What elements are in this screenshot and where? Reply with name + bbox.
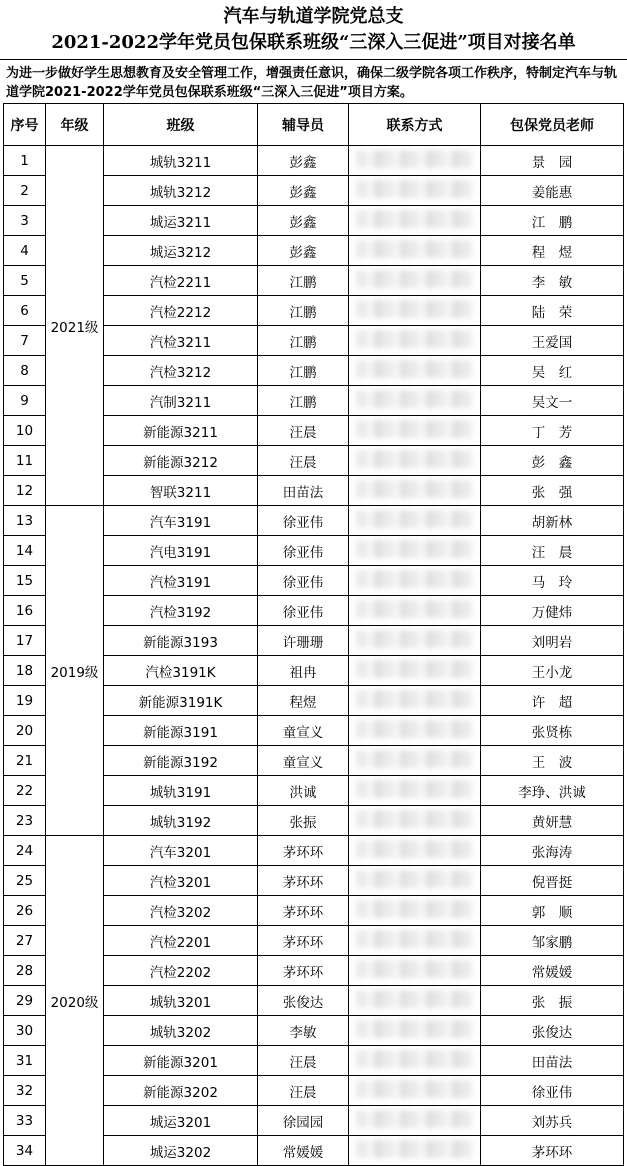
cell-index: 7	[4, 326, 46, 356]
cell-party-teacher: 陆 荣	[481, 296, 624, 326]
cell-index: 3	[4, 206, 46, 236]
cell-contact	[349, 746, 481, 776]
col-header-counselor: 辅导员	[258, 104, 349, 146]
cell-contact	[349, 656, 481, 686]
cell-index: 34	[4, 1136, 46, 1166]
cell-index: 26	[4, 896, 46, 926]
redacted-contact	[356, 180, 474, 198]
cell-index: 28	[4, 956, 46, 986]
cell-counselor: 茅环环	[258, 836, 349, 866]
cell-party-teacher: 丁 芳	[481, 416, 624, 446]
cell-party-teacher: 姜能惠	[481, 176, 624, 206]
cell-party-teacher: 常媛媛	[481, 956, 624, 986]
cell-contact	[349, 896, 481, 926]
cell-counselor: 童宣义	[258, 746, 349, 776]
cell-party-teacher: 田苗法	[481, 1046, 624, 1076]
redacted-contact	[356, 1020, 474, 1038]
cell-contact	[349, 476, 481, 506]
redacted-contact	[356, 660, 474, 678]
cell-counselor: 田苗法	[258, 476, 349, 506]
cell-index: 6	[4, 296, 46, 326]
cell-contact	[349, 446, 481, 476]
cell-party-teacher: 程 煜	[481, 236, 624, 266]
cell-counselor: 茅环环	[258, 896, 349, 926]
document-title	[0, 0, 627, 59]
cell-contact	[349, 626, 481, 656]
cell-index: 27	[4, 926, 46, 956]
cell-party-teacher: 汪 晨	[481, 536, 624, 566]
cell-contact	[349, 596, 481, 626]
cell-index: 5	[4, 266, 46, 296]
cell-index: 31	[4, 1046, 46, 1076]
cell-party-teacher: 张海涛	[481, 836, 624, 866]
cell-party-teacher: 茅环环	[481, 1136, 624, 1166]
cell-class: 新能源3193	[104, 626, 258, 656]
cell-party-teacher: 刘明岩	[481, 626, 624, 656]
cell-index: 1	[4, 146, 46, 176]
cell-index: 14	[4, 536, 46, 566]
cell-contact	[349, 206, 481, 236]
cell-class: 汽检3201	[104, 866, 258, 896]
cell-counselor: 李敏	[258, 1016, 349, 1046]
col-header-index: 序号	[4, 104, 46, 146]
cell-class: 城轨3211	[104, 146, 258, 176]
redacted-contact	[356, 750, 474, 768]
redacted-contact	[356, 270, 474, 288]
cell-class: 新能源3191K	[104, 686, 258, 716]
cell-counselor: 洪诚	[258, 776, 349, 806]
cell-index: 33	[4, 1106, 46, 1136]
cell-index: 9	[4, 386, 46, 416]
cell-class: 城运3211	[104, 206, 258, 236]
cell-counselor: 江鹏	[258, 296, 349, 326]
cell-index: 12	[4, 476, 46, 506]
cell-contact	[349, 356, 481, 386]
redacted-contact	[356, 540, 474, 558]
cell-party-teacher: 江 鹏	[481, 206, 624, 236]
cell-counselor: 汪晨	[258, 1046, 349, 1076]
redacted-contact	[356, 330, 474, 348]
cell-contact	[349, 536, 481, 566]
cell-class: 新能源3191	[104, 716, 258, 746]
redacted-contact	[356, 930, 474, 948]
redacted-contact	[356, 960, 474, 978]
table-row	[4, 836, 624, 866]
cell-contact	[349, 836, 481, 866]
cell-counselor: 祖冉	[258, 656, 349, 686]
cell-contact	[349, 296, 481, 326]
cell-party-teacher: 万健炜	[481, 596, 624, 626]
cell-index: 32	[4, 1076, 46, 1106]
cell-contact	[349, 806, 481, 836]
cell-counselor: 张振	[258, 806, 349, 836]
cell-class: 新能源3201	[104, 1046, 258, 1076]
cell-party-teacher: 彭 鑫	[481, 446, 624, 476]
table-body	[4, 146, 624, 1166]
cell-contact	[349, 866, 481, 896]
cell-class: 城轨3192	[104, 806, 258, 836]
cell-class: 城轨3201	[104, 986, 258, 1016]
cell-contact	[349, 236, 481, 266]
cell-contact	[349, 386, 481, 416]
redacted-contact	[356, 480, 474, 498]
redacted-contact	[356, 810, 474, 828]
cell-party-teacher: 许 超	[481, 686, 624, 716]
redacted-contact	[356, 720, 474, 738]
cell-party-teacher: 黄妍慧	[481, 806, 624, 836]
cell-class: 新能源3192	[104, 746, 258, 776]
cell-contact	[349, 566, 481, 596]
cell-contact	[349, 416, 481, 446]
cell-contact	[349, 146, 481, 176]
cell-index: 11	[4, 446, 46, 476]
cell-party-teacher: 邹家鹏	[481, 926, 624, 956]
cell-class: 汽车3201	[104, 836, 258, 866]
cell-class: 汽车3191	[104, 506, 258, 536]
cell-party-teacher: 李琤、洪诚	[481, 776, 624, 806]
table-row	[4, 506, 624, 536]
cell-counselor: 江鹏	[258, 326, 349, 356]
cell-party-teacher: 吴 红	[481, 356, 624, 386]
redacted-contact	[356, 450, 474, 468]
cell-class: 汽检2212	[104, 296, 258, 326]
cell-party-teacher: 徐亚伟	[481, 1076, 624, 1106]
redacted-contact	[356, 1080, 474, 1098]
col-header-party-teacher: 包保党员老师	[481, 104, 624, 146]
cell-class: 汽检3192	[104, 596, 258, 626]
redacted-contact	[356, 1140, 474, 1158]
cell-class: 城轨3202	[104, 1016, 258, 1046]
cell-class: 汽检3191	[104, 566, 258, 596]
cell-contact	[349, 1076, 481, 1106]
cell-index: 16	[4, 596, 46, 626]
cell-party-teacher: 李 敏	[481, 266, 624, 296]
cell-party-teacher: 张俊达	[481, 1016, 624, 1046]
cell-contact	[349, 506, 481, 536]
cell-contact	[349, 986, 481, 1016]
redacted-contact	[356, 840, 474, 858]
cell-contact	[349, 926, 481, 956]
cell-index: 22	[4, 776, 46, 806]
cell-counselor: 彭鑫	[258, 176, 349, 206]
cell-class: 城轨3191	[104, 776, 258, 806]
cell-index: 8	[4, 356, 46, 386]
cell-class: 城运3212	[104, 236, 258, 266]
cell-counselor: 常媛媛	[258, 1136, 349, 1166]
redacted-contact	[356, 390, 474, 408]
cell-class: 汽检3191K	[104, 656, 258, 686]
cell-counselor: 汪晨	[258, 446, 349, 476]
title-line-1: 汽车与轨道学院党总支	[223, 6, 404, 27]
cell-grade: 2019级	[46, 506, 104, 836]
cell-index: 10	[4, 416, 46, 446]
cell-index: 17	[4, 626, 46, 656]
cell-counselor: 茅环环	[258, 866, 349, 896]
cell-party-teacher: 郭 顺	[481, 896, 624, 926]
cell-contact	[349, 956, 481, 986]
col-header-class: 班级	[104, 104, 258, 146]
cell-counselor: 茅环环	[258, 956, 349, 986]
cell-party-teacher: 张贤栋	[481, 716, 624, 746]
cell-counselor: 彭鑫	[258, 146, 349, 176]
col-header-contact: 联系方式	[349, 104, 481, 146]
cell-class: 汽检2202	[104, 956, 258, 986]
cell-index: 21	[4, 746, 46, 776]
cell-counselor: 张俊达	[258, 986, 349, 1016]
cell-counselor: 徐亚伟	[258, 566, 349, 596]
cell-index: 13	[4, 506, 46, 536]
cell-party-teacher: 王爱国	[481, 326, 624, 356]
cell-counselor: 程煜	[258, 686, 349, 716]
col-header-grade: 年级	[46, 104, 104, 146]
redacted-contact	[356, 1110, 474, 1128]
cell-class: 城轨3212	[104, 176, 258, 206]
cell-counselor: 茅环环	[258, 926, 349, 956]
redacted-contact	[356, 630, 474, 648]
cell-class: 汽检3211	[104, 326, 258, 356]
cell-index: 15	[4, 566, 46, 596]
cell-class: 汽制3211	[104, 386, 258, 416]
cell-party-teacher: 吴文一	[481, 386, 624, 416]
cell-contact	[349, 1106, 481, 1136]
cell-index: 25	[4, 866, 46, 896]
cell-counselor: 童宣义	[258, 716, 349, 746]
cell-counselor: 许珊珊	[258, 626, 349, 656]
redacted-contact	[356, 210, 474, 228]
cell-contact	[349, 266, 481, 296]
redacted-contact	[356, 600, 474, 618]
cell-party-teacher: 王小龙	[481, 656, 624, 686]
redacted-contact	[356, 570, 474, 588]
cell-index: 29	[4, 986, 46, 1016]
cell-class: 汽检2201	[104, 926, 258, 956]
cell-class: 新能源3212	[104, 446, 258, 476]
cell-contact	[349, 1046, 481, 1076]
cell-contact	[349, 686, 481, 716]
redacted-contact	[356, 690, 474, 708]
cell-party-teacher: 张 振	[481, 986, 624, 1016]
cell-contact	[349, 176, 481, 206]
table-row	[4, 146, 624, 176]
cell-counselor: 彭鑫	[258, 206, 349, 236]
cell-class: 汽电3191	[104, 536, 258, 566]
cell-index: 23	[4, 806, 46, 836]
cell-party-teacher: 张 强	[481, 476, 624, 506]
redacted-contact	[356, 990, 474, 1008]
cell-class: 新能源3211	[104, 416, 258, 446]
cell-index: 30	[4, 1016, 46, 1046]
cell-counselor: 徐园园	[258, 1106, 349, 1136]
cell-class: 汽检3212	[104, 356, 258, 386]
cell-grade: 2020级	[46, 836, 104, 1166]
cell-contact	[349, 1016, 481, 1046]
redacted-contact	[356, 900, 474, 918]
cell-counselor: 江鹏	[258, 356, 349, 386]
cell-class: 汽检3202	[104, 896, 258, 926]
redacted-contact	[356, 780, 474, 798]
cell-party-teacher: 王 波	[481, 746, 624, 776]
cell-grade: 2021级	[46, 146, 104, 506]
table-header	[4, 104, 624, 146]
cell-class: 城运3201	[104, 1106, 258, 1136]
redacted-contact	[356, 870, 474, 888]
cell-contact	[349, 1136, 481, 1166]
cell-party-teacher: 刘苏兵	[481, 1106, 624, 1136]
redacted-contact	[356, 420, 474, 438]
redacted-contact	[356, 300, 474, 318]
cell-class: 汽检2211	[104, 266, 258, 296]
cell-counselor: 徐亚伟	[258, 596, 349, 626]
cell-party-teacher: 胡新林	[481, 506, 624, 536]
cell-index: 18	[4, 656, 46, 686]
cell-index: 2	[4, 176, 46, 206]
cell-counselor: 彭鑫	[258, 236, 349, 266]
cell-contact	[349, 716, 481, 746]
cell-index: 19	[4, 686, 46, 716]
cell-counselor: 徐亚伟	[258, 506, 349, 536]
redacted-contact	[356, 360, 474, 378]
cell-counselor: 江鹏	[258, 266, 349, 296]
cell-counselor: 徐亚伟	[258, 536, 349, 566]
cell-counselor: 江鹏	[258, 386, 349, 416]
cell-contact	[349, 776, 481, 806]
redacted-contact	[356, 1050, 474, 1068]
roster-table	[3, 103, 624, 1166]
intro-paragraph: 为进一步做好学生思想教育及安全管理工作，增强责任意识，确保二级学院各项工作秩序，特制定汽车与轨道学院2021-2022学年党员包保联系班级“三深入三促进”项目方案。	[0, 59, 627, 103]
cell-counselor: 汪晨	[258, 416, 349, 446]
cell-party-teacher: 倪晋挺	[481, 866, 624, 896]
title-line-2: 2021-2022学年党员包保联系班级“三深入三促进”项目对接名单	[51, 32, 576, 53]
cell-class: 智联3211	[104, 476, 258, 506]
cell-contact	[349, 326, 481, 356]
redacted-contact	[356, 240, 474, 258]
cell-index: 4	[4, 236, 46, 266]
redacted-contact	[356, 150, 474, 168]
cell-class: 城运3202	[104, 1136, 258, 1166]
cell-index: 20	[4, 716, 46, 746]
cell-class: 新能源3202	[104, 1076, 258, 1106]
cell-counselor: 汪晨	[258, 1076, 349, 1106]
redacted-contact	[356, 510, 474, 528]
cell-index: 24	[4, 836, 46, 866]
cell-party-teacher: 景 园	[481, 146, 624, 176]
cell-party-teacher: 马 玲	[481, 566, 624, 596]
